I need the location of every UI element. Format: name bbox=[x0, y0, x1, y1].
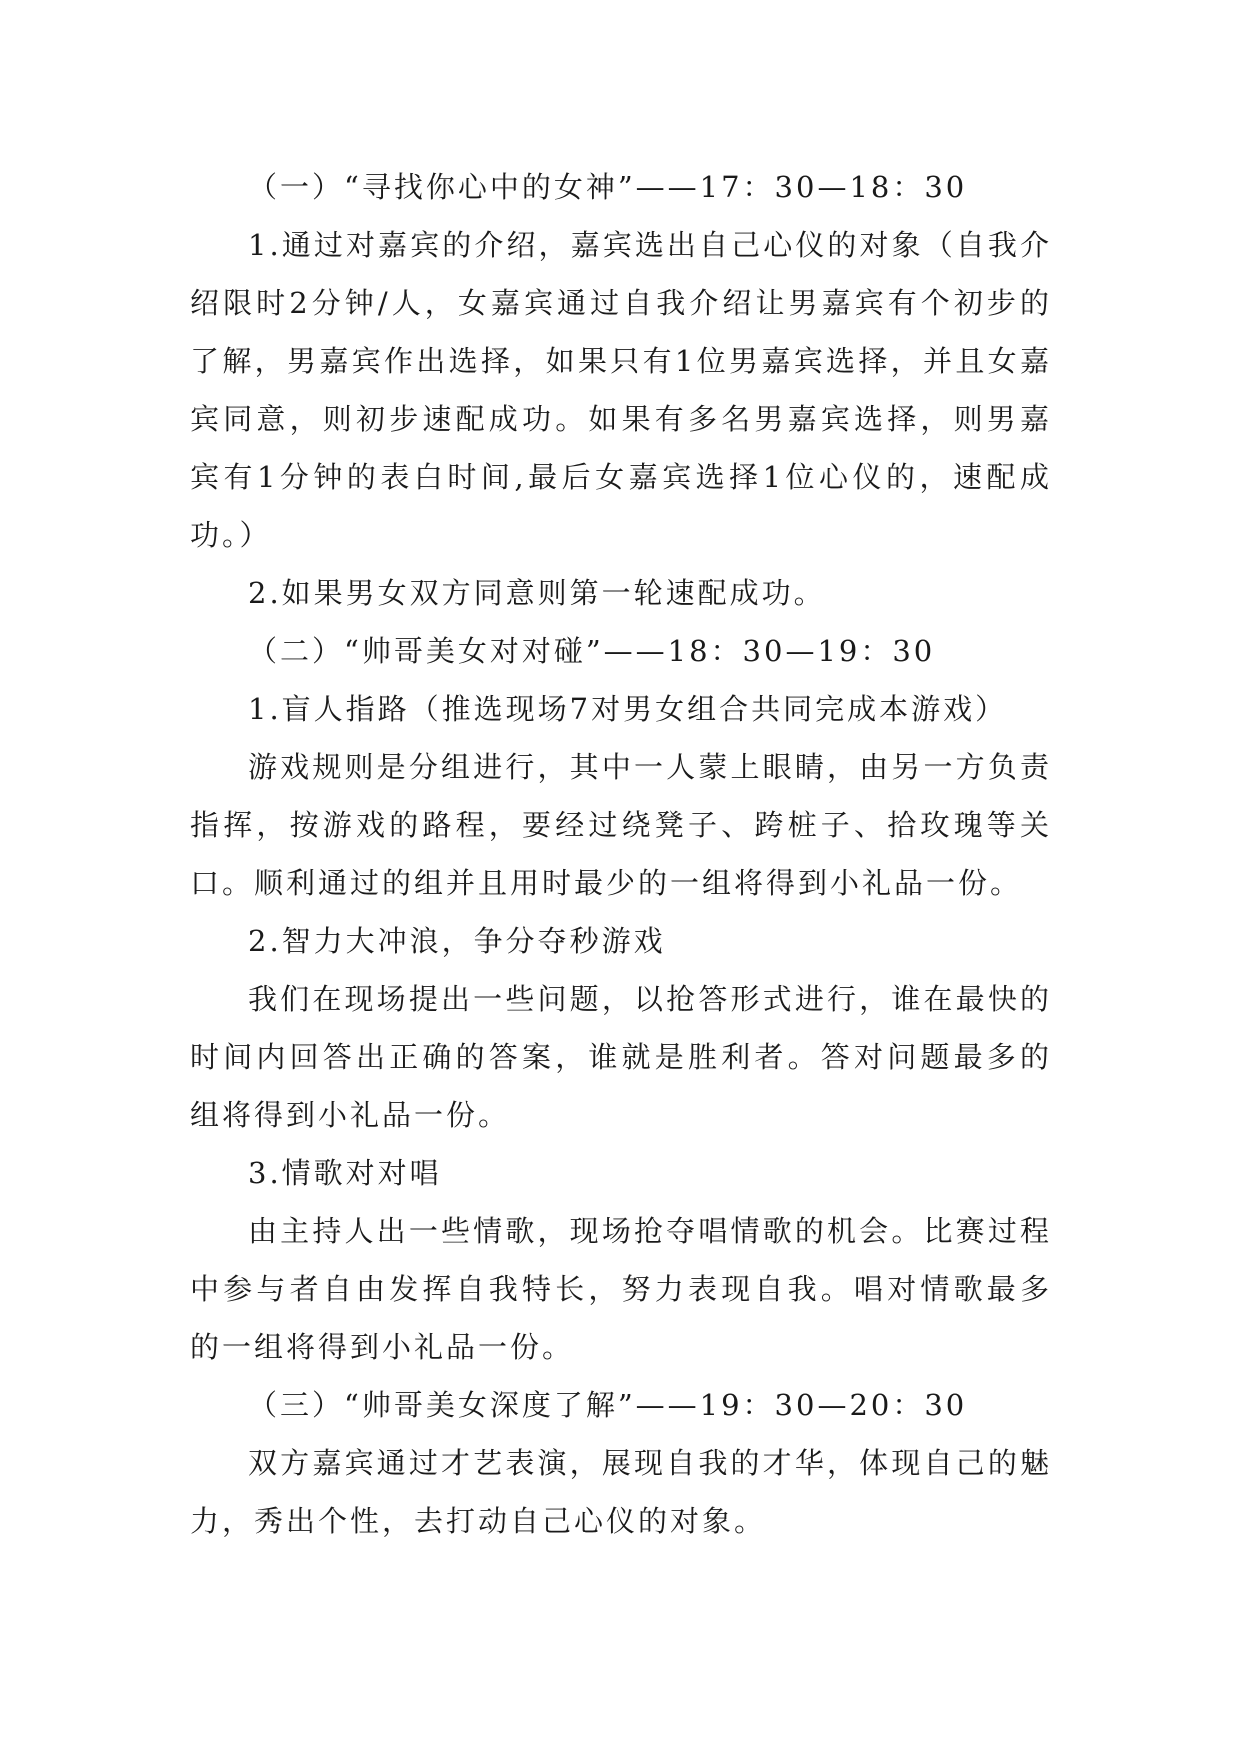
paragraph-3-1: 双方嘉宾通过才艺表演，展现自我的才华，体现自己的魅力，秀出个性，去打动自己心仪的对象。 bbox=[190, 1446, 1052, 1538]
paragraph-2-2: 游戏规则是分组进行，其中一人蒙上眼睛，由另一方负责指挥，按游戏的路程，要经过绕凳子、跨桩子、拾玫瑰等关口。顺利通过的组并且用时最少的一组将得到小礼品一份。 bbox=[190, 750, 1052, 900]
section-heading-1: （一）“寻找你心中的女神”——17：30—18：30 bbox=[248, 170, 968, 204]
paragraph-2-1: 1.盲人指路（推选现场7对男女组合共同完成本游戏） bbox=[248, 692, 1008, 726]
paragraph-1-2: 2.如果男女双方同意则第一轮速配成功。 bbox=[248, 576, 826, 610]
document-body bbox=[190, 158, 1052, 1550]
section-heading-3: （三）“帅哥美女深度了解”——19：30—20：30 bbox=[248, 1388, 968, 1422]
paragraph-2-6: 由主持人出一些情歌，现场抢夺唱情歌的机会。比赛过程中参与者自由发挥自我特长，努力表现自我。唱对情歌最多的一组将得到小礼品一份。 bbox=[190, 1214, 1052, 1364]
paragraph-2-5: 3.情歌对对唱 bbox=[248, 1156, 442, 1190]
paragraph-2-4: 我们在现场提出一些问题，以抢答形式进行，谁在最快的时间内回答出正确的答案，谁就是胜利者。答对问题最多的组将得到小礼品一份。 bbox=[190, 982, 1052, 1132]
paragraph-1-1: 1.通过对嘉宾的介绍，嘉宾选出自己心仪的对象（自我介绍限时2分钟/人，女嘉宾通过自我介绍让男嘉宾有个初步的了解，男嘉宾作出选择，如果只有1位男嘉宾选择，并且女嘉宾同意，则初步速配成功。如果有多名男嘉宾选择，则男嘉宾有1分钟的表白时间,最后女嘉宾选择1位心仪的，速配成功。） bbox=[190, 228, 1052, 552]
paragraph-2-3: 2.智力大冲浪，争分夺秒游戏 bbox=[248, 924, 666, 958]
section-heading-2: （二）“帅哥美女对对碰”——18：30—19：30 bbox=[248, 634, 936, 668]
